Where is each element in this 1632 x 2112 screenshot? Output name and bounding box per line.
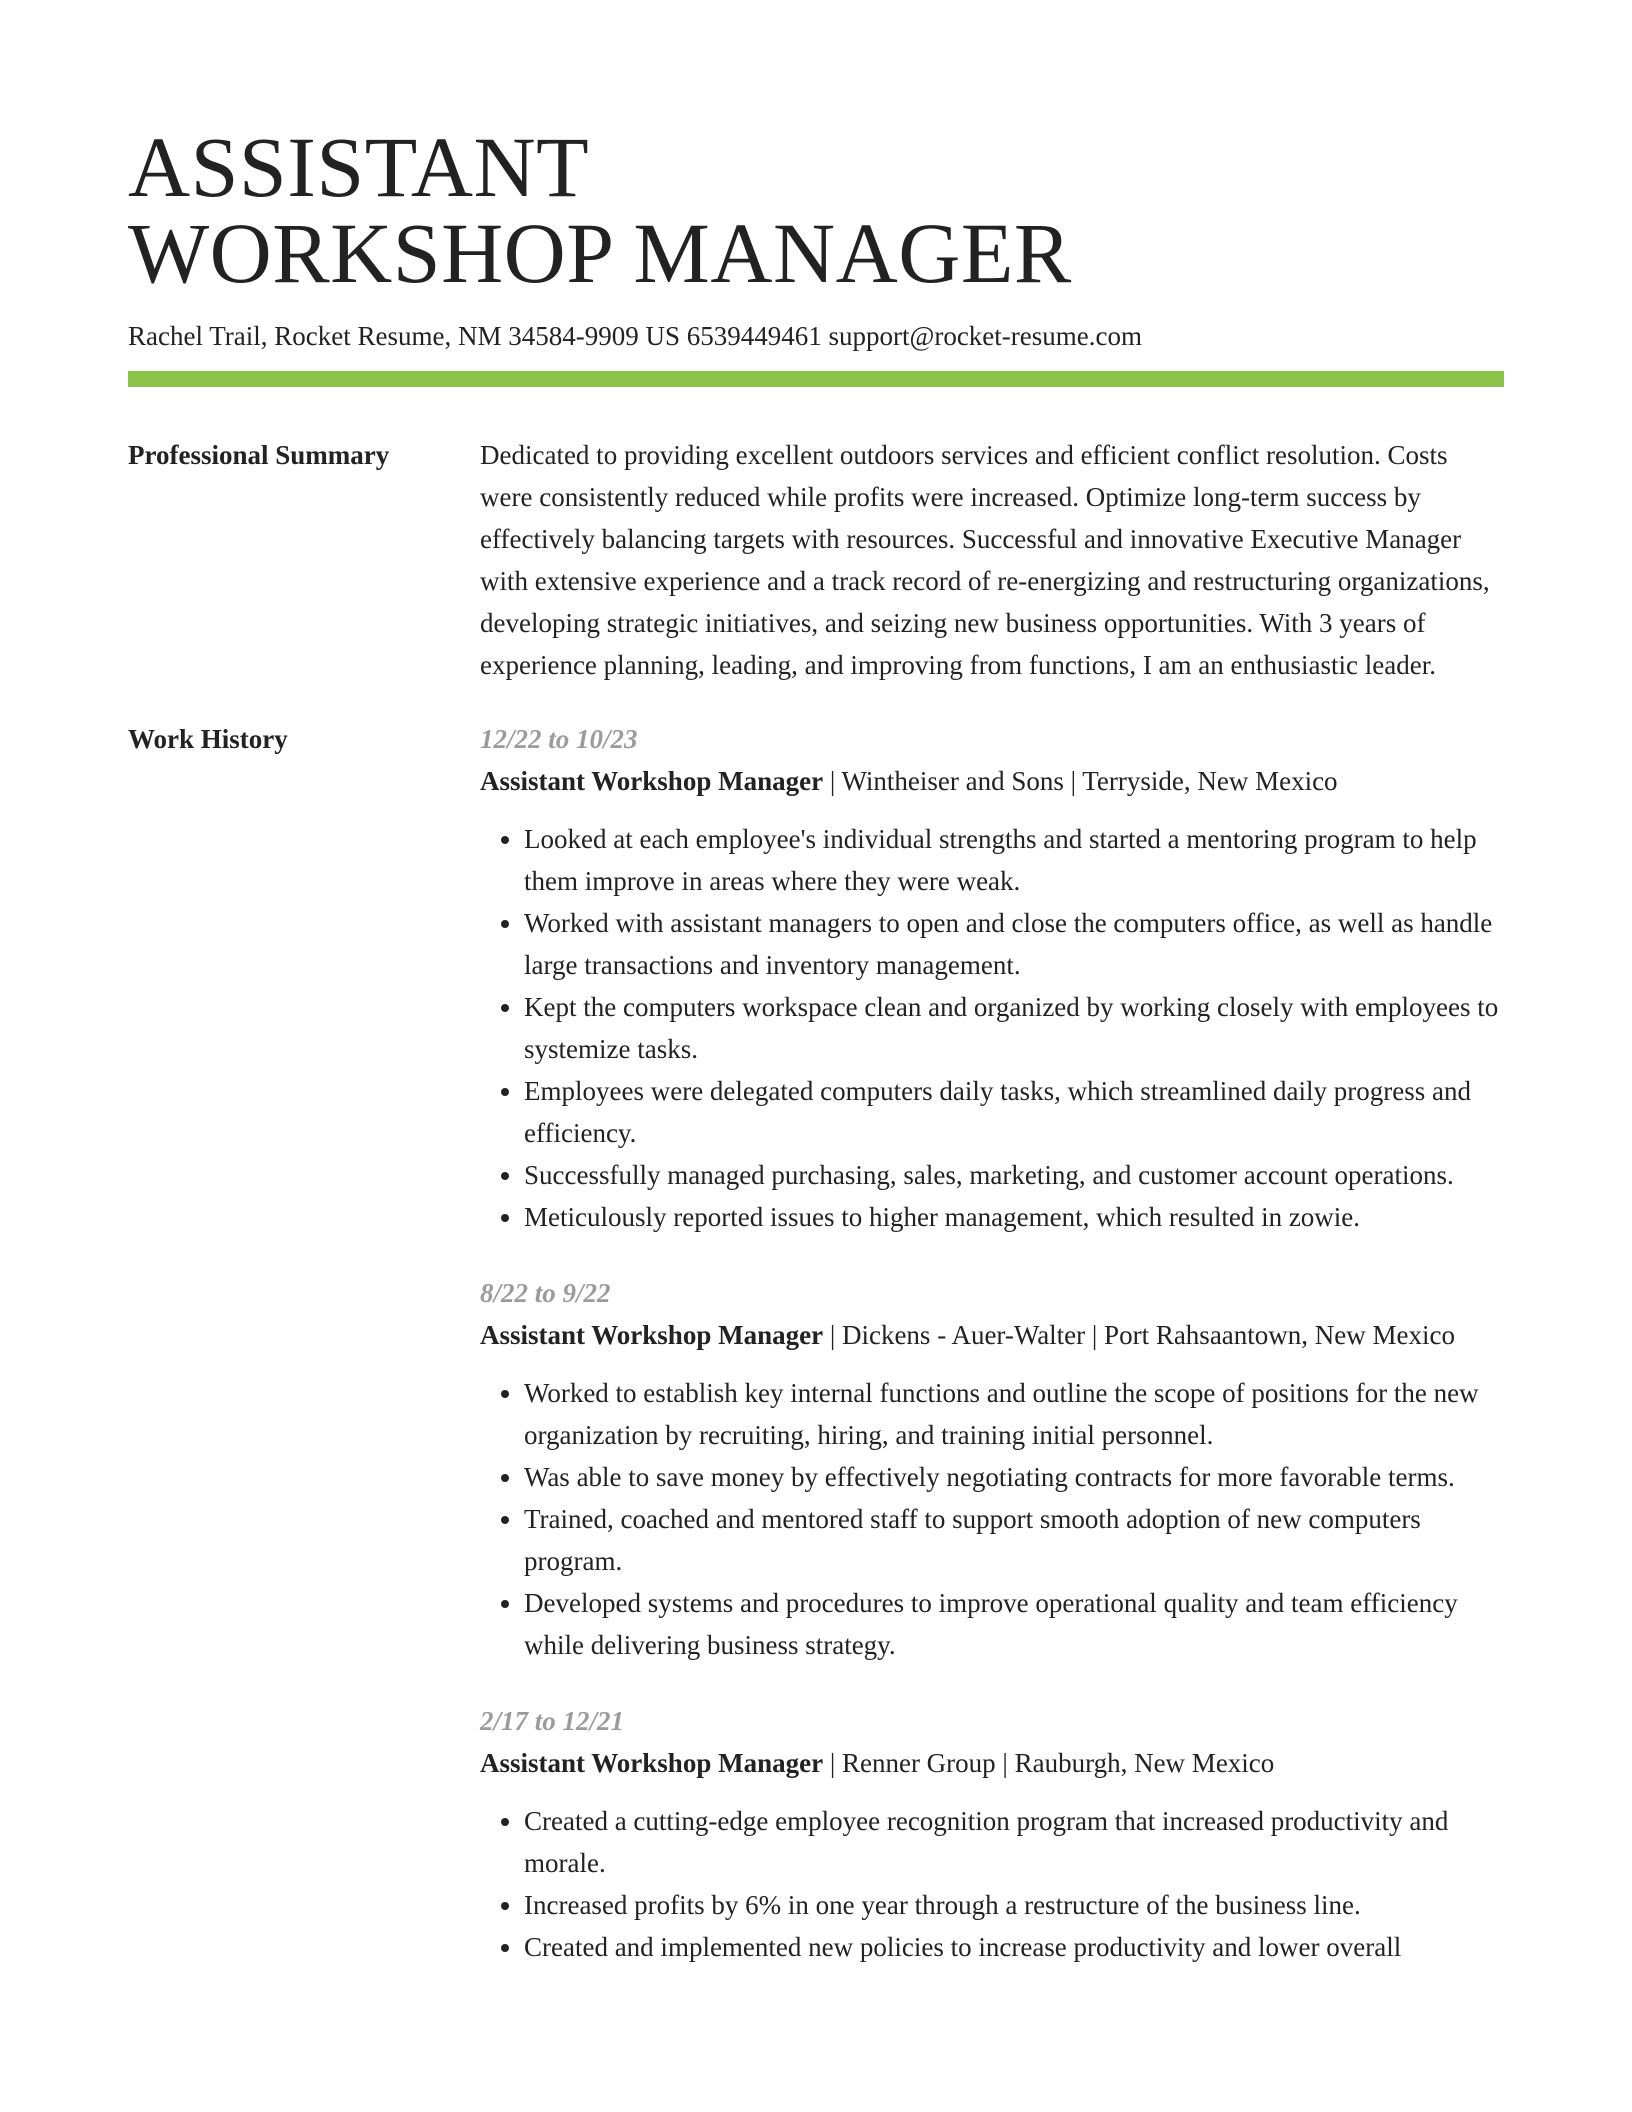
summary-text: Dedicated to providing excellent outdoors services and efficient conflict resolution. Costs were consistently reduced while profits were increased. Optimize long-term success by effectively balancing targets with resources. Successful and innovative Executive Manager with extensive experience and a track record of re-energizing and restructuring organizations, developing strategic initiatives, and seizing new business opportunities. With 3 years of experience planning, leading, and improving from functions, I am an enthusiastic leader. <box>480 440 1490 680</box>
job-role: Assistant Workshop Manager <box>480 1748 824 1778</box>
job-bullet: • Trained, coached and mentored staff to support smooth adoption of new computers program. <box>524 1498 1504 1582</box>
job-entry <box>480 1272 1504 1666</box>
section-label: Professional Summary <box>128 440 390 470</box>
job-bullets <box>480 818 1504 1238</box>
job-bullets <box>480 1372 1504 1666</box>
summary-body <box>480 434 1504 686</box>
section-label: Work History <box>128 724 288 754</box>
job-role: Assistant Workshop Manager <box>480 766 824 796</box>
job-heading <box>480 1742 1504 1784</box>
title-line-1: ASSISTANT <box>128 119 590 215</box>
job-entry <box>480 718 1504 1238</box>
job-details: | Wintheiser and Sons | Terryside, New Mexico <box>823 766 1338 796</box>
job-bullet: • Increased profits by 6% in one year through a restructure of the business line. <box>524 1884 1504 1926</box>
job-dates: 8/22 to 9/22 <box>480 1278 611 1308</box>
job-bullet: • Meticulously reported issues to higher management, which resulted in zowie. <box>524 1196 1504 1238</box>
accent-divider <box>128 371 1504 387</box>
job-dates: 2/17 to 12/21 <box>480 1706 625 1736</box>
job-bullet: • Created a cutting-edge employee recognition program that increased productivity and morale. <box>524 1800 1504 1884</box>
job-bullets <box>480 1800 1504 1968</box>
professional-summary-section <box>128 434 1504 686</box>
job-bullet: • Kept the computers workspace clean and organized by working closely with employees to systemize tasks. <box>524 986 1504 1070</box>
work-history-section <box>128 718 1504 1968</box>
job-bullet: • Employees were delegated computers daily tasks, which streamlined daily progress and efficiency. <box>524 1070 1504 1154</box>
work-history-body <box>480 718 1504 1968</box>
job-details: | Renner Group | Rauburgh, New Mexico <box>823 1748 1275 1778</box>
job-bullet: • Worked with assistant managers to open and close the computers office, as well as handle large transactions and inventory management. <box>524 902 1504 986</box>
job-heading <box>480 1314 1504 1356</box>
contact-line: Rachel Trail, Rocket Resume, NM 34584-9909 US 6539449461 support@rocket-resume.com <box>128 321 1142 351</box>
job-heading <box>480 760 1504 802</box>
job-role: Assistant Workshop Manager <box>480 1320 824 1350</box>
job-dates: 12/22 to 10/23 <box>480 724 638 754</box>
job-bullet: • Developed systems and procedures to improve operational quality and team efficiency while delivering business strategy. <box>524 1582 1504 1666</box>
job-bullet: • Created and implemented new policies to increase productivity and lower overall <box>524 1926 1504 1968</box>
resume-page <box>128 0 1504 1968</box>
resume-title <box>128 0 1504 301</box>
job-entry <box>480 1700 1504 1968</box>
job-bullet: • Successfully managed purchasing, sales, marketing, and customer account operations. <box>524 1154 1504 1196</box>
job-bullet: • Was able to save money by effectively negotiating contracts for more favorable terms. <box>524 1456 1504 1498</box>
title-line-2: WORKSHOP MANAGER <box>128 205 1072 301</box>
job-bullet: • Looked at each employee's individual strengths and started a mentoring program to help them improve in areas where they were weak. <box>524 818 1504 902</box>
job-details: | Dickens - Auer-Walter | Port Rahsaantown, New Mexico <box>823 1320 1455 1350</box>
job-bullet: • Worked to establish key internal functions and outline the scope of positions for the new organization by recruiting, hiring, and training initial personnel. <box>524 1372 1504 1456</box>
